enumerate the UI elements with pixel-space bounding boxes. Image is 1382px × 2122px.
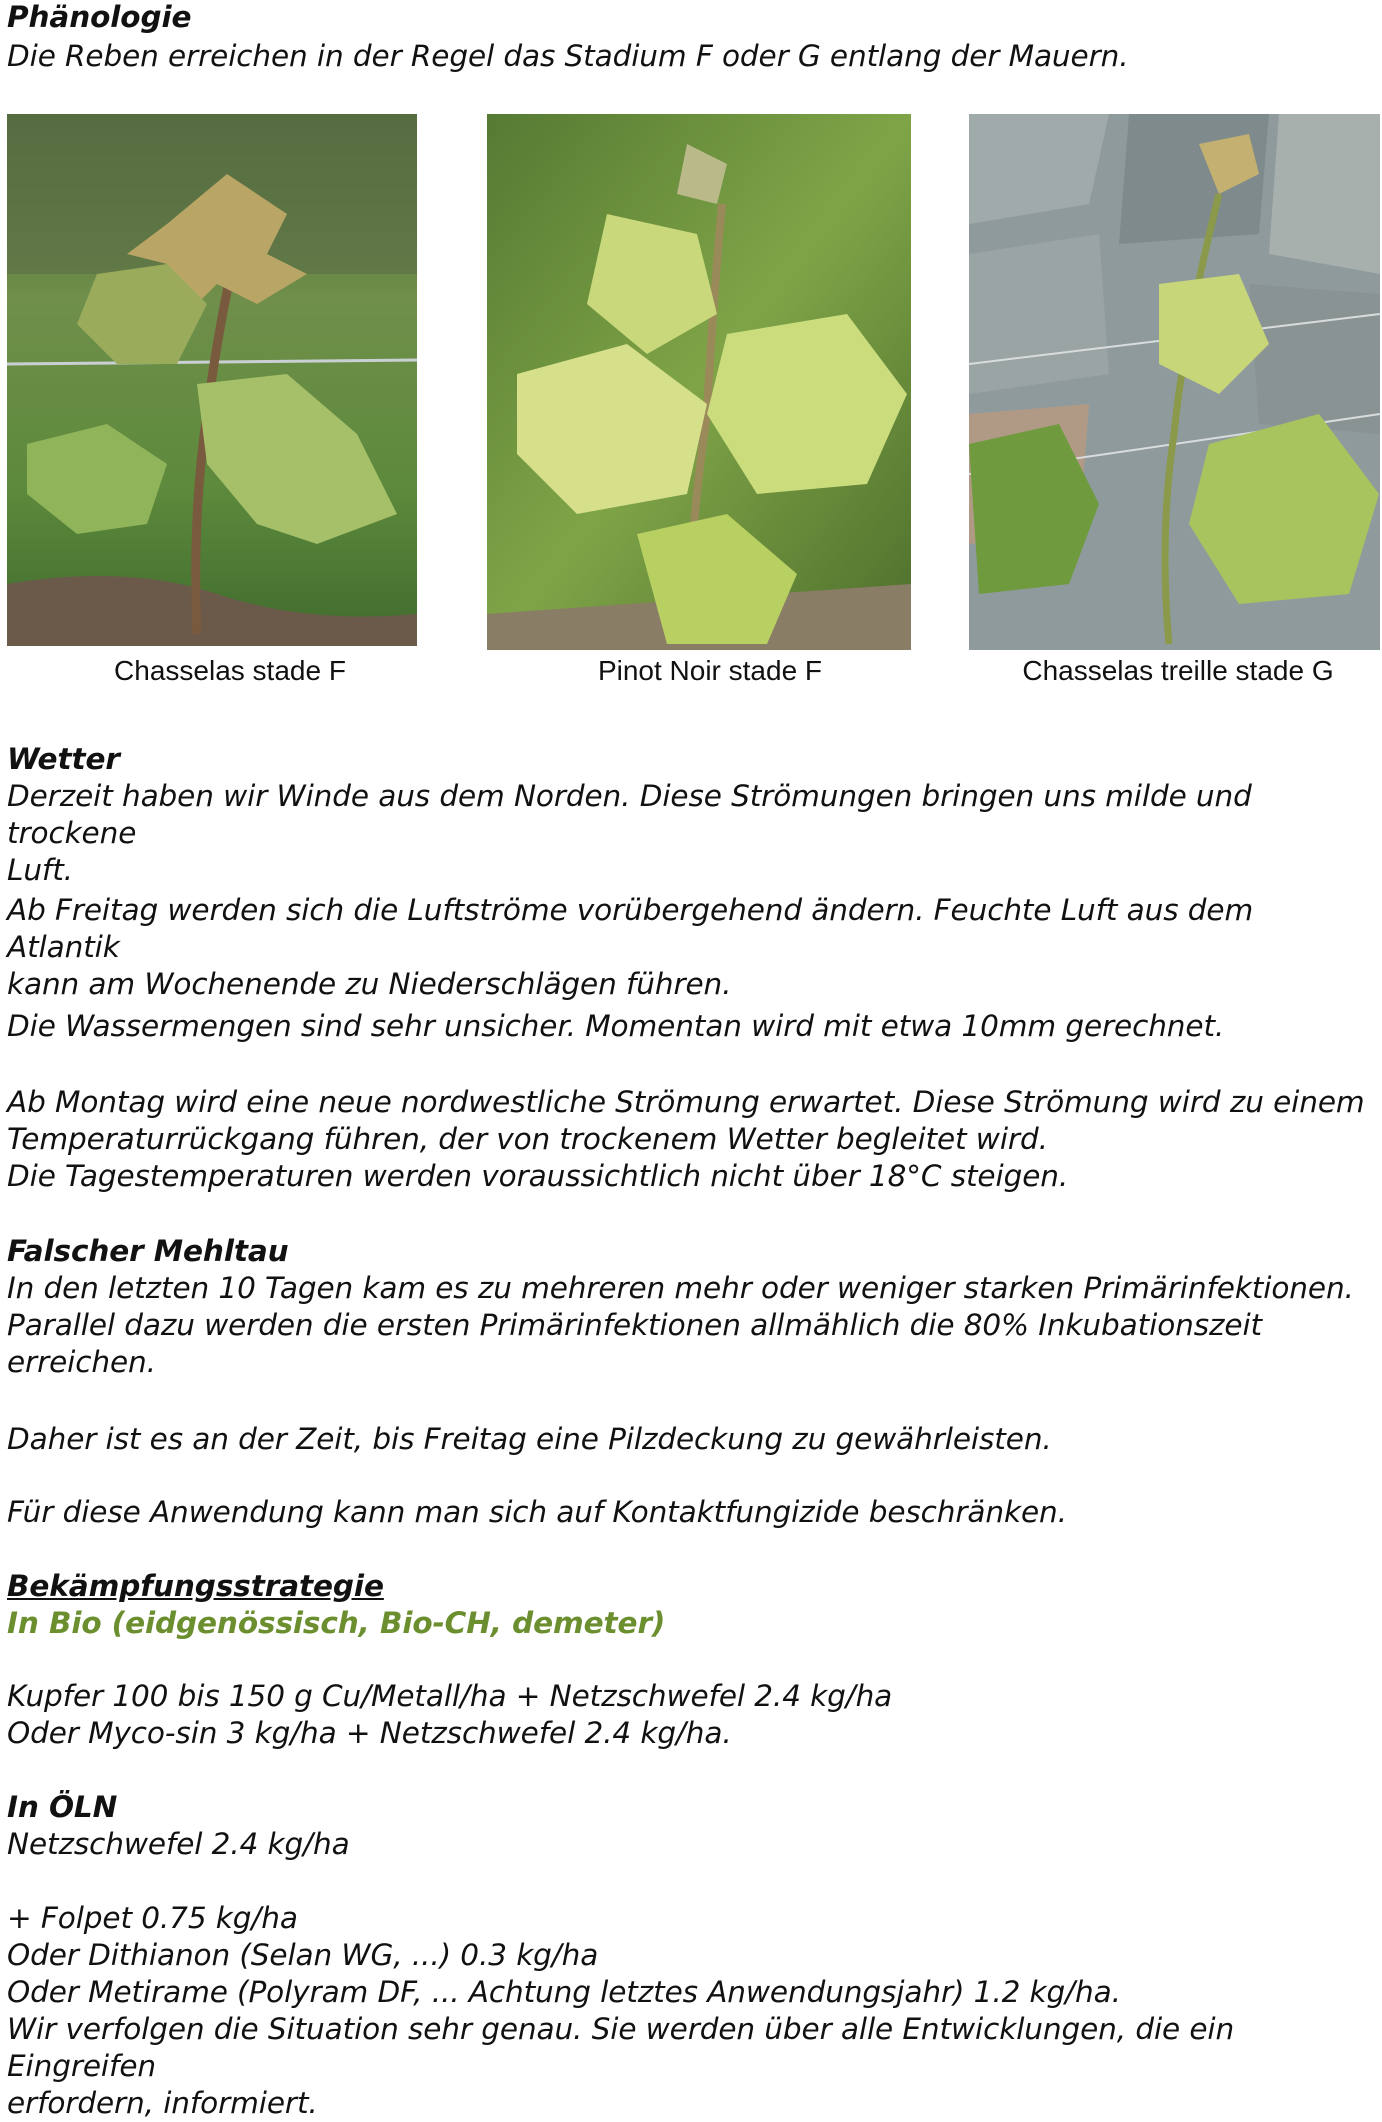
oln-heading: In ÖLN	[7, 1790, 118, 1824]
closing-line-1: Wir verfolgen die Situation sehr genau. Sie werden über alle Entwicklungen, die ein Eingreifen	[7, 2012, 1235, 2083]
mildew-heading: Falscher Mehltau	[7, 1234, 289, 1268]
strategy-heading: Bekämpfungsstrategie	[7, 1569, 384, 1603]
oln-line-2: + Folpet 0.75 kg/ha	[7, 1901, 298, 1935]
caption-pinot-noir-stade-f: Pinot Noir stade F	[597, 655, 823, 686]
weather-paragraph-4	[7, 1084, 1375, 1195]
mildew-p1-line1: In den letzten 10 Tagen kam es zu mehreren mehr oder weniger starken Primärinfektionen.	[7, 1271, 1354, 1305]
oln-line-3: Oder Dithianon (Selan WG, ...) 0.3 kg/ha	[7, 1938, 599, 1972]
weather-p4-line1: Ab Montag wird eine neue nordwestliche Strömung erwartet. Diese Strömung wird zu einem	[7, 1085, 1365, 1119]
weather-heading: Wetter	[7, 742, 120, 776]
weather-p1-line1: Derzeit haben wir Winde aus dem Norden. Diese Strömungen bringen uns milde und trockene	[7, 779, 1252, 850]
weather-p1-line2: Luft.	[7, 853, 73, 887]
caption-chasselas-stade-f: Chasselas stade F	[114, 655, 346, 686]
mildew-paragraph-3: Für diese Anwendung kann man sich auf Kontaktfungizide beschränken.	[7, 1495, 1067, 1529]
mildew-paragraph-1	[7, 1270, 1375, 1381]
weather-p4-line2: Temperaturrückgang führen, der von trockenem Wetter begleitet wird.	[7, 1122, 1048, 1156]
mildew-paragraph-2: Daher ist es an der Zeit, bis Freitag eine Pilzdeckung zu gewährleisten.	[7, 1422, 1052, 1456]
weather-paragraph-1	[7, 778, 1375, 889]
bio-heading: In Bio (eidgenössisch, Bio-CH, demeter)	[7, 1606, 666, 1640]
weather-p2-line1: Ab Freitag werden sich die Luftströme vorübergehend ändern. Feuchte Luft aus dem Atlantik	[7, 893, 1254, 964]
oln-options	[7, 1900, 1375, 2122]
bio-line-1: Kupfer 100 bis 150 g Cu/Metall/ha + Netzschwefel 2.4 kg/ha	[7, 1679, 893, 1713]
photo-chasselas-stade-f	[7, 114, 417, 646]
phenology-heading: Phänologie	[7, 0, 192, 34]
phenology-text: Die Reben erreichen in der Regel das Stadium F oder G entlang der Mauern.	[7, 39, 1129, 73]
bio-line-2: Oder Myco-sin 3 kg/ha + Netzschwefel 2.4 kg/ha.	[7, 1716, 732, 1750]
weather-paragraph-3: Die Wassermengen sind sehr unsicher. Momentan wird mit etwa 10mm gerechnet.	[7, 1009, 1225, 1043]
mildew-p1-line2: Parallel dazu werden die ersten Primärinfektionen allmählich die 80% Inkubationszeit	[7, 1308, 1263, 1342]
oln-line-4: Oder Metirame (Polyram DF, ... Achtung letztes Anwendungsjahr) 1.2 kg/ha.	[7, 1975, 1121, 2009]
photo-pinot-noir-stade-f	[487, 114, 911, 650]
closing-line-2: erfordern, informiert.	[7, 2086, 318, 2120]
weather-paragraph-2	[7, 892, 1375, 1003]
caption-chasselas-treille-stade-g: Chasselas treille stade G	[1022, 655, 1334, 686]
weather-p4-line3: Die Tagestemperaturen werden voraussichtlich nicht über 18°C steigen.	[7, 1159, 1069, 1193]
photo-chasselas-treille-stade-g	[969, 114, 1380, 650]
mildew-p1-line3: erreichen.	[7, 1345, 156, 1379]
oln-line-1: Netzschwefel 2.4 kg/ha	[7, 1827, 350, 1861]
weather-p2-line2: kann am Wochenende zu Niederschlägen führen.	[7, 967, 732, 1001]
bio-recommendations	[7, 1678, 1375, 1752]
